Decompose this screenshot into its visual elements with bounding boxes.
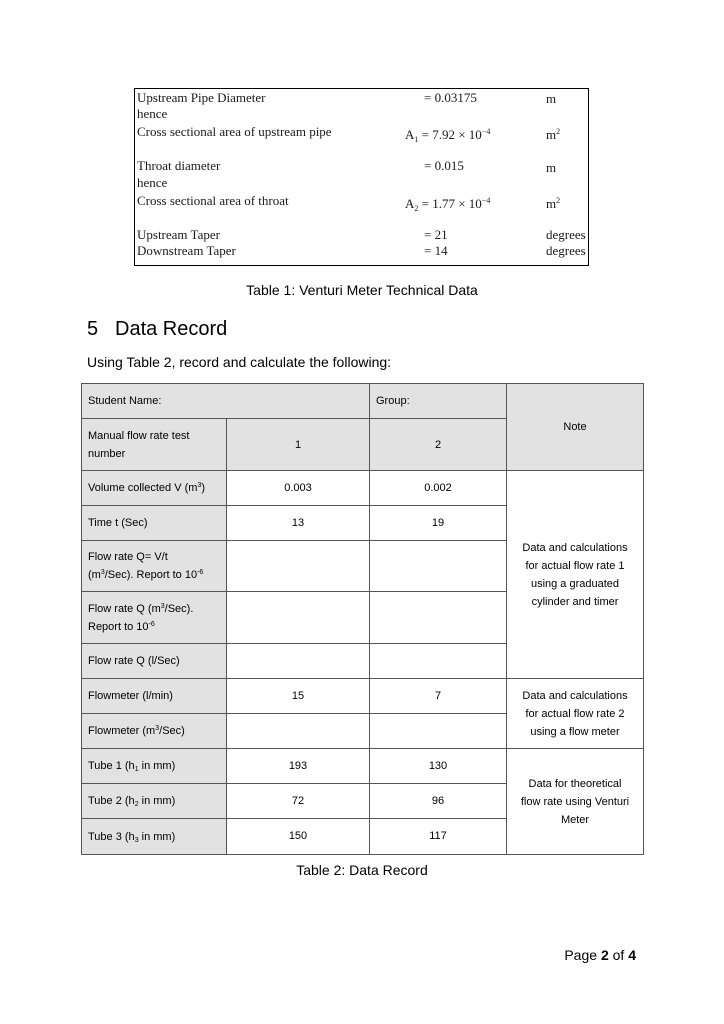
flowmeter-lmin-value-2[interactable]: 7: [370, 679, 507, 714]
upstream-area-formula: $A_1 = 7.92 \times 10^{-4}$: [405, 127, 491, 144]
flowmeter-m3-value-1[interactable]: [227, 714, 370, 749]
tube1-value-1[interactable]: 193: [227, 749, 370, 784]
throat-area-formula: $A_2 = 1.77 \times 10^{-4}$: [405, 196, 491, 213]
upstream-taper-unit: degrees: [546, 227, 586, 242]
flow-rate-vt-label: Flow rate Q= V/t $(m^3/Sec)$. Report to $10^{-6}$: [82, 541, 227, 592]
student-name-cell[interactable]: Student Name:: [82, 384, 370, 419]
tube1-value-2[interactable]: 130: [370, 749, 507, 784]
downstream-taper-unit: degrees: [546, 243, 586, 258]
table2-caption: Table 2: Data Record: [296, 862, 428, 878]
tube3-value-2[interactable]: 117: [370, 819, 507, 855]
flow-rate-q-value-2[interactable]: [370, 592, 507, 644]
upstream-diameter-value: = 0.03175: [424, 90, 477, 105]
section-title: Data Record: [115, 318, 228, 340]
flow-rate-q-value-1[interactable]: [227, 592, 370, 644]
tube2-value-1[interactable]: 72: [227, 784, 370, 819]
flow-rate-vt-value-1[interactable]: [227, 541, 370, 592]
note-header: Note: [507, 384, 644, 471]
note-flow-rate-2: Data and calculations for actual flow rate 2 using a flow meter: [507, 679, 644, 749]
throat-diameter-label: Throat diameter: [137, 158, 221, 173]
data-record-table: [81, 383, 644, 855]
flow-rate-vt-value-2[interactable]: [370, 541, 507, 592]
volume-value-1[interactable]: 0.003: [227, 471, 370, 506]
upstream-area-label: Cross sectional area of upstream pipe: [137, 124, 332, 139]
hence-text: hence: [137, 106, 168, 121]
test-number-label: Manual flow rate test number: [82, 419, 227, 471]
time-value-1[interactable]: 13: [227, 506, 370, 541]
throat-area-unit: $m^2$: [546, 196, 561, 211]
hence-text: hence: [137, 175, 168, 190]
venturi-technical-data-table: [134, 88, 589, 266]
note-flow-rate-1: Data and calculations for actual flow rate 1 using a graduated cylinder and timer: [507, 471, 644, 679]
test-number-1: 1: [227, 419, 370, 471]
upstream-area-unit: $m^2$: [546, 127, 561, 142]
flow-rate-q-label: Flow rate Q $(m^3/Sec)$. Report to $10^{-6}$: [82, 592, 227, 644]
section-intro: Using Table 2, record and calculate the following:: [87, 354, 392, 370]
section-heading: [87, 317, 227, 341]
group-cell[interactable]: Group:: [370, 384, 507, 419]
volume-label: Volume collected V $(m^3)$: [82, 471, 227, 506]
page-number: Page 2 of 4: [564, 947, 636, 963]
throat-diameter-unit: m: [546, 160, 557, 175]
downstream-taper-label: Downstream Taper: [137, 243, 236, 258]
tube1-label: Tube 1 ($h_1$ in mm): [82, 749, 227, 784]
upstream-diameter-label: Upstream Pipe Diameter: [137, 90, 266, 105]
time-value-2[interactable]: 19: [370, 506, 507, 541]
time-label: Time t (Sec): [82, 506, 227, 541]
tube2-value-2[interactable]: 96: [370, 784, 507, 819]
upstream-taper-value: = 21: [424, 227, 448, 242]
flow-rate-l-label: Flow rate Q (l/Sec): [82, 644, 227, 679]
tube3-label: Tube 3 ($h_3$ in mm): [82, 819, 227, 855]
flowmeter-lmin-label: Flowmeter (l/min): [82, 679, 227, 714]
throat-area-label: Cross sectional area of throat: [137, 193, 289, 208]
tube3-value-1[interactable]: 150: [227, 819, 370, 855]
downstream-taper-value: = 14: [424, 243, 448, 258]
flow-rate-l-value-2[interactable]: [370, 644, 507, 679]
volume-value-2[interactable]: 0.002: [370, 471, 507, 506]
test-number-2: 2: [370, 419, 507, 471]
note-theoretical-flow: Data for theoretical flow rate using Venturi Meter: [507, 749, 644, 855]
upstream-diameter-unit: m: [546, 91, 557, 106]
section-number: 5: [87, 318, 99, 340]
throat-diameter-value: = 0.015: [424, 158, 464, 173]
flowmeter-m3-label: Flowmeter $(m^3/Sec)$: [82, 714, 227, 749]
tube2-label: Tube 2 ($h_2$ in mm): [82, 784, 227, 819]
flowmeter-lmin-value-1[interactable]: 15: [227, 679, 370, 714]
upstream-taper-label: Upstream Taper: [137, 227, 220, 242]
flow-rate-l-value-1[interactable]: [227, 644, 370, 679]
flowmeter-m3-value-2[interactable]: [370, 714, 507, 749]
table1-caption: Table 1: Venturi Meter Technical Data: [246, 282, 478, 298]
